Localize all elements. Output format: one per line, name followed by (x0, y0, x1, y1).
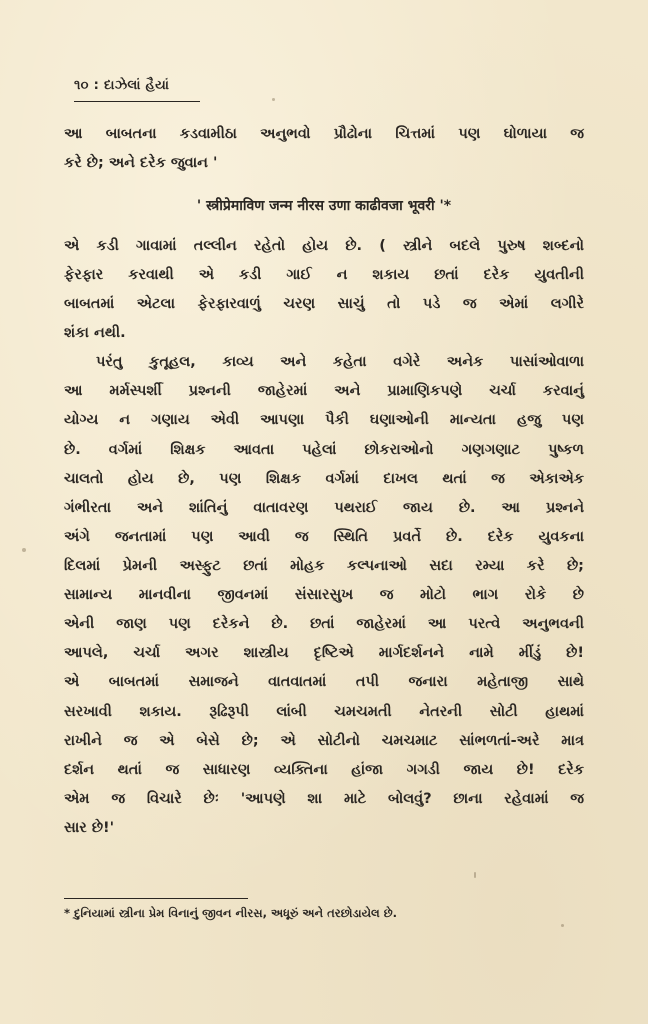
text-line: પરંતુ કુતૂહલ, કાવ્ય અને કહેતા વગેરે અનેક પાસાંઓવાળા (96, 354, 584, 370)
footnote: * દુનિયામાં સ્ત્રીના પ્રેમ વિનાનું જીવન નીરસ, અધૂરું અને તરછોડાયેલ છે. (64, 906, 397, 920)
text-line: ગંભીરતા અને શાંતિનું વાતાવરણ પથરાઈ જાય છે. આ પ્રશ્નને (64, 500, 584, 516)
text-line: શંકા નથી. (64, 325, 126, 341)
running-header: ૧૦ : દાઝેલાં હૈયાં (74, 78, 170, 93)
paper-speck (272, 98, 275, 101)
text-line: આ બાબતના કડવામીઠા અનુભવો પ્રૌઢોના ચિત્તમાં પણ ઘોળાયા જ (64, 126, 584, 142)
text-line: સાર છે!' (64, 820, 115, 836)
text-line: એની જાણ પણ દરેકને છે. છતાં જાહેરમાં આ પરત્વે અનુભવની (64, 616, 584, 632)
text-line: સામાન્ય માનવીના જીવનમાં સંસારસુખ જ મોટો ભાગ રોકે છે (64, 587, 584, 603)
text-line: સરખાવી શકાય. રૂઢિરૂપી લાંબી ચમચમતી નેતરની સોટી હાથમાં (64, 704, 584, 720)
text-line: છે. વર્ગમાં શિક્ષક આવતા પહેલાં છોકરાઓનો ગણગણાટ પુષ્કળ (64, 442, 584, 458)
text-line: આપલે, ચર્ચા અગર શાસ્ત્રીય દૃષ્ટિએ માર્ગદર્શનને નામે મીંડું છે! (64, 645, 584, 661)
text-line: દર્શન થતાં જ સાધારણ વ્યક્તિના હાંજા ગગડી જાય છે! દરેક (64, 762, 584, 778)
text-line: ફેરફાર કરવાથી એ કડી ગાઈ ન શકાય છતાં દરેક યુવતીની (64, 267, 584, 283)
text-line: બાબતમાં એટલા ફેરફારવાળું ચરણ સાચું તો પડે જ એમાં લગીરે (64, 296, 584, 312)
text-line: ચાલતો હોય છે, પણ શિક્ષક વર્ગમાં દાખલ થતાં જ એકાએક (64, 471, 584, 487)
paper-speck (22, 548, 26, 552)
text-line: કરે છે; અને દરેક જુવાન ' (64, 155, 218, 171)
text-line: આ મર્મસ્પર્શી પ્રશ્નની જાહેરમાં અને પ્રામાણિકપણે ચર્ચા કરવાનું (64, 383, 584, 399)
paper-speck (561, 924, 564, 927)
footnote-rule (64, 898, 248, 899)
text-line: રાખીને જ એ બેસે છે; એ સોટીનો ચમચમાટ સાંભળતાં-અરે માત્ર (64, 733, 584, 749)
text-line: એ કડી ગાવામાં તલ્લીન રહેતો હોય છે. ( સ્ત્રીને બદલે પુરુષ શબ્દનો (64, 238, 584, 254)
quoted-verse: ' स्त्रीप्रेमाविण जन्म नीरस उणा काढीवजा भूवरी '* (196, 198, 452, 214)
text-line: દિલમાં પ્રેમની અસ્ફુટ છતાં મોહક કલ્પનાઓ સદા રમ્યા કરે છે; (64, 558, 584, 574)
text-line: એ બાબતમાં સમાજને વાતવાતમાં તપી જનારા મહેતાજી સાથે (64, 674, 584, 690)
text-line: અંગે જનતામાં પણ આવી જ સ્થિતિ પ્રવર્તે છે. દરેક યુવકના (64, 529, 584, 545)
paper-speck (474, 872, 476, 878)
header-underline (74, 101, 200, 102)
text-line: યોગ્ય ન ગણાય એવી આપણા પૈકી ઘણાઓની માન્યતા હજુ પણ (64, 412, 584, 428)
text-line: એમ જ વિચારે છેઃ 'આપણે શા માટે બોલવું? છાના રહેવામાં જ (64, 791, 584, 807)
